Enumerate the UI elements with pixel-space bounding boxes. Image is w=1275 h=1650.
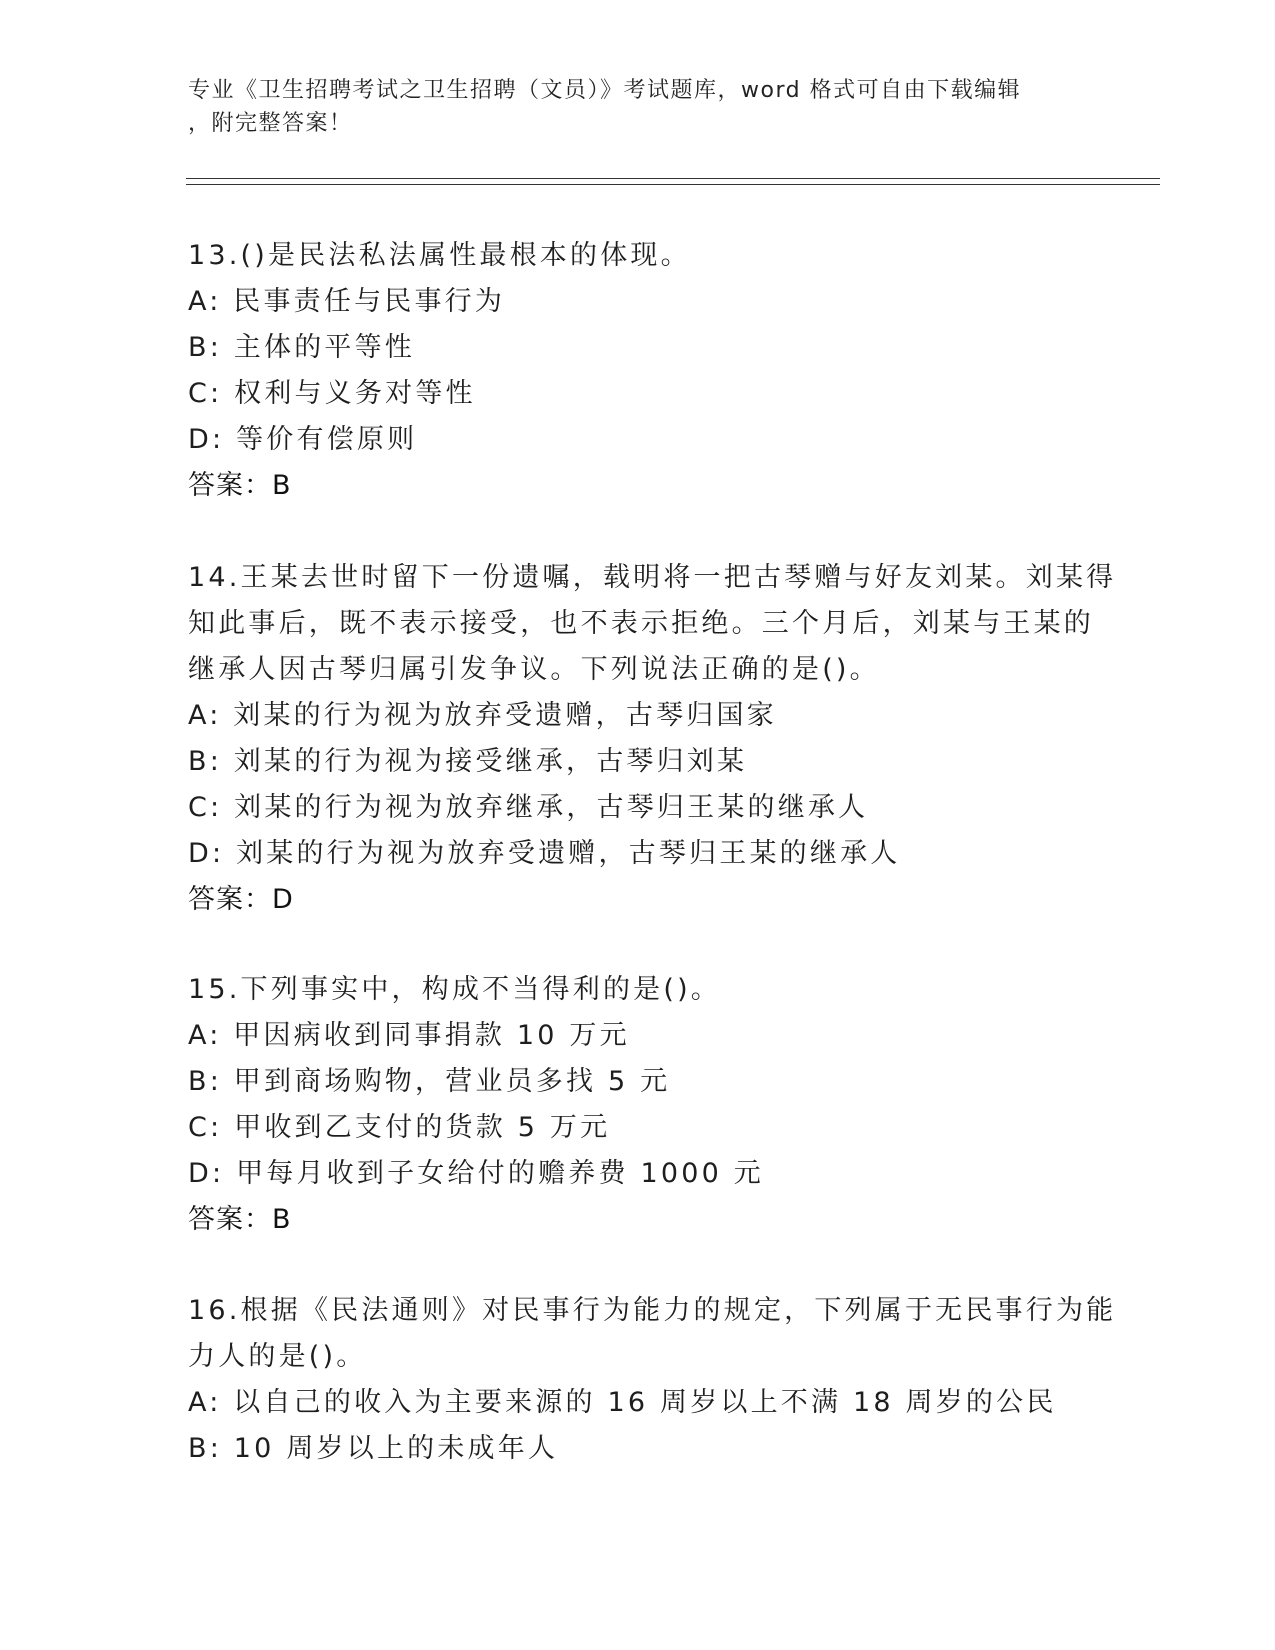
question-13 [188,233,1088,509]
header-line-1: 专业《卫生招聘考试之卫生招聘（文员）》考试题库，word 格式可自由下载编辑 [188,78,1022,103]
option-c: C: 权利与义务对等性 [188,378,476,409]
header-divider-top [186,178,1160,179]
question-stem: 15.下列事实中，构成不当得利的是()。 [188,974,722,1005]
option-d: D: 甲每月收到子女给付的赡养费 1000 元 [188,1158,764,1189]
question-stem-continued: 力人的是()。 [188,1341,367,1372]
option-c: C: 刘某的行为视为放弃继承，古琴归王某的继承人 [188,792,869,823]
option-b: B: 10 周岁以上的未成年人 [188,1433,559,1464]
question-stem-continued: 知此事后，既不表示接受，也不表示拒绝。三个月后，刘某与王某的 [188,608,1094,639]
question-stem: 14.王某去世时留下一份遗嘱，载明将一把古琴赠与好友刘某。刘某得 [188,562,1117,593]
option-d: D: 等价有偿原则 [188,424,418,455]
option-b: B: 刘某的行为视为接受继承，古琴归刘某 [188,746,748,777]
option-a: A: 民事责任与民事行为 [188,286,506,317]
option-a: A: 刘某的行为视为放弃受遗赠，古琴归国家 [188,700,777,731]
header-line-2: ，附完整答案！ [188,111,353,136]
header-divider-bottom [186,184,1160,185]
option-d: D: 刘某的行为视为放弃受遗赠，古琴归王某的继承人 [188,838,901,869]
answer-key: 答案：B [188,470,292,501]
option-b: B: 主体的平等性 [188,332,416,363]
question-stem-continued: 继承人因古琴归属引发争议。下列说法正确的是()。 [188,654,880,685]
option-b: B: 甲到商场购物，营业员多找 5 元 [188,1066,671,1097]
question-16 [188,1288,1117,1472]
option-a: A: 以自己的收入为主要来源的 16 周岁以上不满 18 周岁的公民 [188,1387,1057,1418]
option-a: A: 甲因病收到同事捐款 10 万元 [188,1020,630,1051]
question-stem: 16.根据《民法通则》对民事行为能力的规定，下列属于无民事行为能 [188,1295,1117,1326]
answer-key: 答案：D [188,884,294,915]
document-header [188,74,1088,140]
question-15 [188,967,1088,1243]
question-stem: 13.()是民法私法属性最根本的体现。 [188,240,691,271]
answer-key: 答案：B [188,1204,292,1235]
question-14 [188,555,1117,923]
option-c: C: 甲收到乙支付的货款 5 万元 [188,1112,611,1143]
